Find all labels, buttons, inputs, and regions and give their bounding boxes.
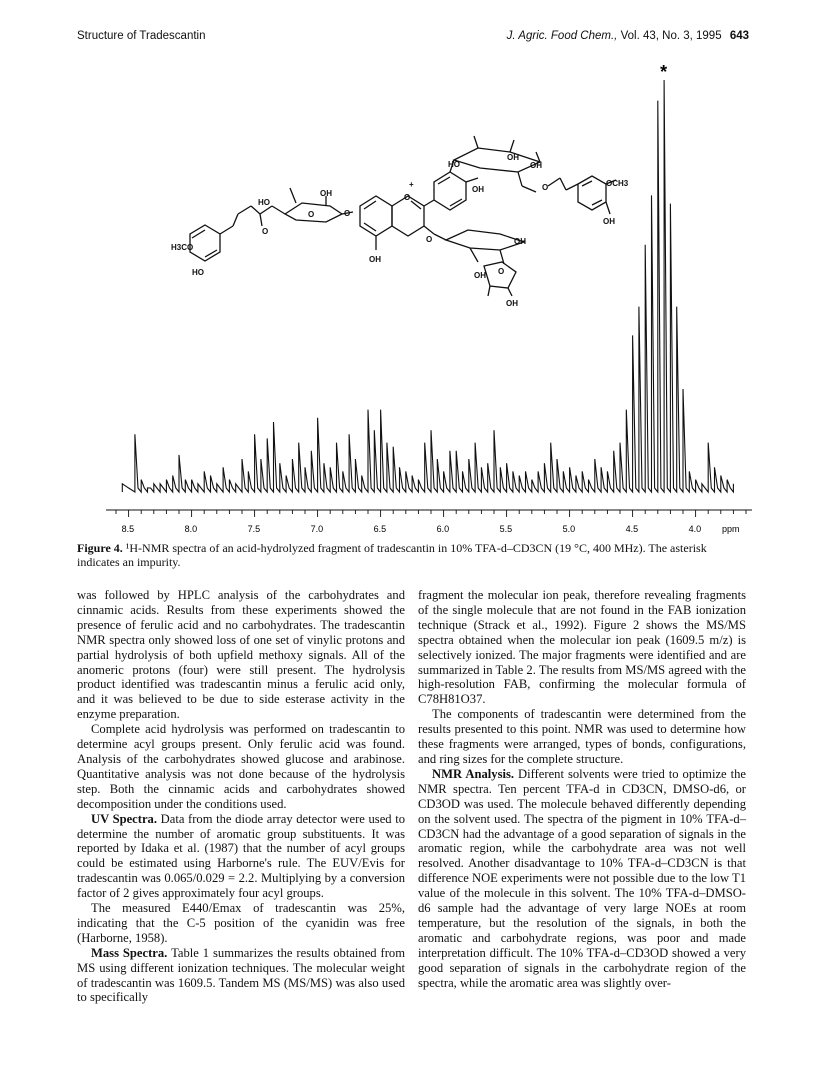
heading-ms: Mass Spectra.	[91, 945, 168, 960]
caption-text: ¹H-NMR spectra of an acid-hydrolyzed fragment of tradescantin in 10% TFA-d–CD3CN (19 °C, 400 MHz). The asterisk indicates an impurity.	[77, 541, 707, 569]
label-ho-ferulic: HO	[192, 268, 204, 277]
tick-label: 8.0	[184, 524, 198, 534]
glucose-ring-bottom	[446, 230, 524, 250]
paragraph-msms: fragment the molecular ion peak, therefore revealing fragments of the single molecule that are not found in the FAB ionization technique (Strack et al., 1992). Figure 2 shows the MS/MS spectra obtained when the molecular ion peak (1609.5 m/z) is selectively ionized. The major fragments were identified and are summarized in Table 2. The results from MS/MS agreed with the high-resolution FAB, confirming the molecular formula of C78H81O37.	[418, 588, 746, 707]
heading-nmr: NMR Analysis.	[432, 766, 515, 781]
tick-label: 7.0	[310, 524, 324, 534]
label-o-ester-left: O	[262, 227, 269, 236]
nmr-spectrum	[122, 62, 733, 492]
tick-label: 5.0	[562, 524, 576, 534]
heading-uv: UV Spectra.	[91, 811, 158, 826]
nmr-text: Different solvents were tried to optimize the NMR spectra. Ten percent TFA-d in CD3CN, DMSO-d6, or CD3OD was used. The molecule behaved differently depending on the solvent used. The spectra of the pigment in 10% TFA-d–CD3CN had the advantage of a good separation of signals in the aromatic region, while the carbohydrate area was not well resolved. Another disadvantage to 10% TFA-d–CD3CN is that difference NOE experiments were not possible due to the low T1 value of the molecule in this solvent. The 10% TFA-d–DMSO-d6 sample had the advantage of very large NOEs at room temperature, but the resolution of the signals, in both the aromatic and carbohydrate regions, was poor and made interpretation difficult. The 10% TFA-d–CD3OD showed a very good separation of signals in the carbohydrate region of the spectra, while the aromatic area was slightly over-	[418, 766, 747, 990]
label-o-ara: O	[498, 267, 505, 276]
tick-label: 7.5	[247, 524, 261, 534]
label-oh-ara1: OH	[474, 271, 486, 280]
impurity-asterisk: *	[660, 62, 668, 82]
tick-label: 6.0	[436, 524, 450, 534]
label-oh-top2: OH	[530, 161, 542, 170]
label-o-ester-right: O	[542, 183, 549, 192]
flavylium-ring-a	[360, 196, 392, 236]
label-oh-sugar1: OH	[320, 189, 332, 198]
label-h3co: H3CO	[171, 243, 194, 252]
label-ho-sugar1: HO	[258, 198, 270, 207]
running-header-title: Structure of Tradescantin	[77, 30, 206, 42]
nmr-axis	[106, 510, 752, 534]
label-plus: +	[409, 180, 414, 189]
glucose-ring-top	[454, 148, 540, 172]
label-oh-top3: OH	[472, 185, 484, 194]
paragraph-nmr	[418, 767, 746, 991]
label-o-plus: O	[404, 193, 411, 202]
paragraph-acid-hydrolysis: Complete acid hydrolysis was performed on tradescantin to determine acyl groups present. Only ferulic acid was found. Analysis of the carbohydrates showed glucose and arabinose. Quantitative analysis was not done because of the hydrolysis step. Both the cinnamic acids and carbohydrates showed decomposition under the conditions used.	[77, 722, 405, 811]
caption-label: Figure 4.	[77, 541, 123, 555]
label-och3: OCH3	[606, 179, 629, 188]
body-column-right	[418, 588, 746, 990]
uv-text: Data from the diode array detector were used to determine the number of aromatic group substituents. It was reported by Idaka et al. (1987) that the number of acyl groups could be estimated using Harborne's rule. The EUV/Evis for tradescantin was 0.065/0.029 = 2.2. Multiplying by a conversion factor of 2 gives approximately four acyl groups.	[77, 811, 406, 901]
tick-label: 4.0	[688, 524, 702, 534]
paragraph-uv-2: The measured E440/Emax of tradescantin was 25%, indicating that the C-5 position of the cyanidin was free (Harborne, 1958).	[77, 901, 405, 945]
tick-label: 4.5	[625, 524, 639, 534]
tick-label: 6.5	[373, 524, 387, 534]
label-oh-ring: OH	[369, 255, 381, 264]
paragraph-uv	[77, 812, 405, 901]
spectrum-trace	[122, 80, 733, 492]
label-o-glycoside: O	[426, 235, 433, 244]
label-oh-bottom: OH	[514, 237, 526, 246]
axis-unit-label: ppm	[722, 524, 740, 534]
label-ho-top-sugar: HO	[448, 160, 460, 169]
chemical-structure	[190, 136, 616, 296]
label-oh-ferulic-right: OH	[603, 217, 615, 226]
tick-label: 5.5	[499, 524, 513, 534]
label-oh-ara2: OH	[506, 299, 518, 308]
paragraph-hplc: was followed by HPLC analysis of the carbohydrates and cinnamic acids. Results from these experiments showed the presence of ferulic acid and no carbohydrates. The tradescantin NMR spectra only showed loss of one set of vinylic protons and partial hydrolysis of both upfield methoxy signals. All of the anomeric protons (four) were still present. The hydrolysis product identified was tradescantin minus a ferulic acid only, and it was believed to be due to side esterase activity in the enzyme preparation.	[77, 588, 405, 722]
flavylium-ring-c	[392, 196, 424, 236]
body-column-left	[77, 588, 405, 1005]
label-o-ring-sugar1: O	[308, 210, 315, 219]
journal-name: J. Agric. Food Chem.,	[506, 30, 618, 42]
figure-caption	[77, 541, 747, 569]
ms-text: Table 1 summarizes the results obtained from MS using different ionization techniques. The molecular weight of tradescantin was 1609.5. Tandem MS (MS/MS) was also used to specifically	[77, 945, 406, 1005]
paragraph-components: The components of tradescantin were determined from the results presented to this point. NMR was used to determine how these fragments were arranged, types of bonds, configurations, and ring sizes for the complete structure.	[418, 707, 746, 766]
label-o-linker: O	[344, 209, 351, 218]
label-oh-top1: OH	[507, 153, 519, 162]
paragraph-ms	[77, 946, 405, 1006]
tick-label: 8.5	[121, 524, 135, 534]
journal-volume: Vol. 43, No. 3, 1995	[620, 30, 722, 42]
page-number: 643	[729, 30, 749, 42]
